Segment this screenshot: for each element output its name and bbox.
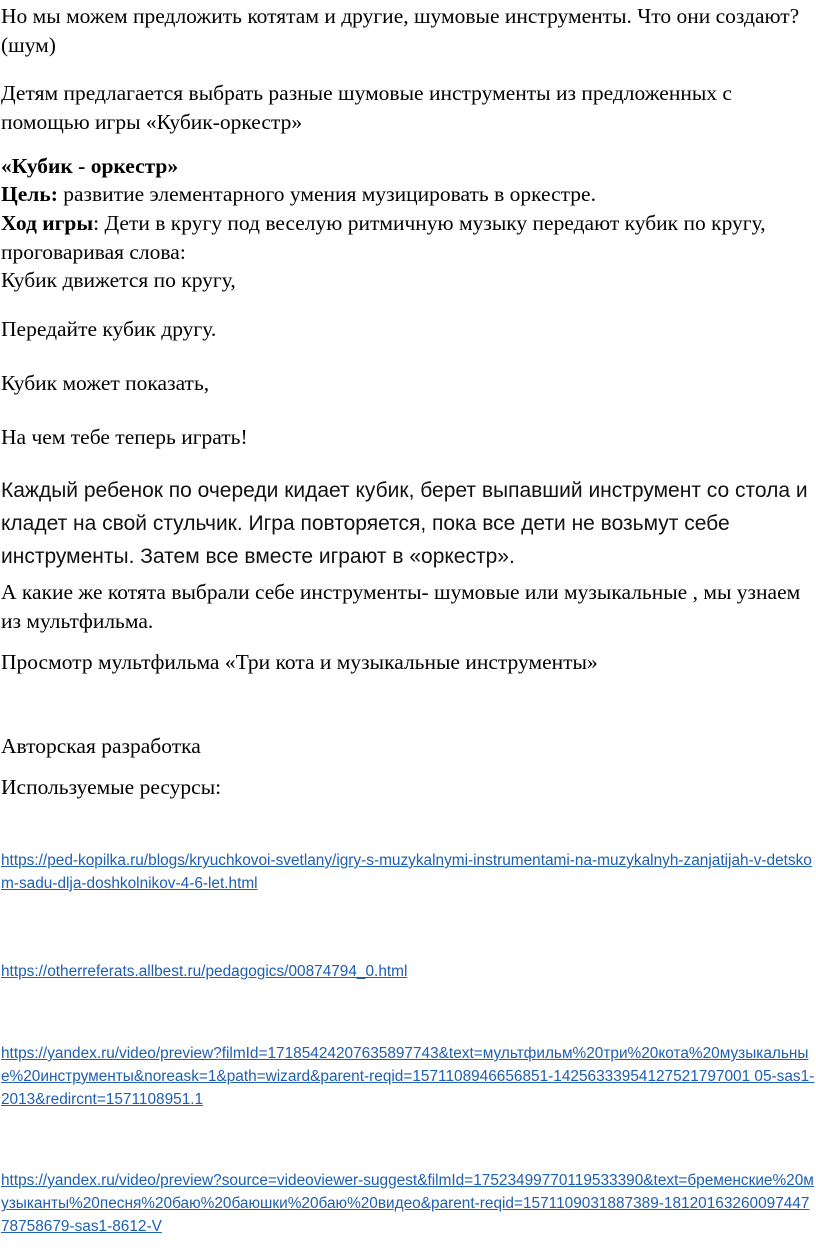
resource-link-1[interactable]: https://ped-kopilka.ru/blogs/kryuchkovoi-svetlany/igry-s-muzykalnymi-instrumentami-na-muzykalnyh-zanjatijah-v-detskom-sadu-dlja-doshkolnikov-4-6-let.html — [1, 852, 812, 892]
paragraph-resources: Используемые ресурсы: — [1, 775, 222, 799]
paragraph-viewing: Просмотр мультфильма «Три кота и музыкальные инструменты» — [1, 650, 598, 674]
resource-link-4[interactable]: https://yandex.ru/video/preview?source=videoviewer-suggest&filmId=17523499770119533390&text=бременские%20музыканты%20песня%20баю%20баюшки%20баю%20видео&parent-reqid=1571109031887389-1812016326009744778758679-sas1-8612-V — [1, 1172, 814, 1235]
resource-link-3[interactable]: https://yandex.ru/video/preview?filmId=17185424207635897743&text=мультфильм%20три%20кота%20музыкальные%20инструменты&noreask=1&path=wizard&parent-reqid=1571108946656851-14256333954127521797001 05-sas1-2013&redircnt=1571108951.1 — [1, 1045, 815, 1108]
verse-line-4: На чем тебе теперь играть! — [1, 425, 248, 449]
paragraph-question: А какие же котята выбрали себе инструменты- шумовые или музыкальные , мы узнаем из мультфильма. — [1, 580, 801, 633]
course-label: Ход игры — [1, 211, 94, 235]
game-title: «Кубик - оркестр» — [1, 154, 179, 178]
paragraph-author: Авторская разработка — [1, 734, 201, 758]
goal-text: развитие элементарного умения музицировать в оркестре. — [57, 182, 596, 206]
paragraph-course — [1, 209, 816, 267]
course-text: : Дети в кругу под веселую ритмичную музыку передают кубик по кругу, проговаривая слова: — [1, 211, 766, 264]
paragraph-goal — [1, 180, 816, 209]
paragraph-each-child: Каждый ребенок по очереди кидает кубик, берет выпавший инструмент со стола и кладет на свой стульчик. Игра повторяется, пока все дети не возьмут себе инструменты. Затем все вместе играют в «оркестр». — [1, 479, 808, 568]
verse-line-1: Кубик движется по кругу, — [1, 268, 236, 292]
paragraph-offer: Детям предлагается выбрать разные шумовые инструменты из предложенных с помощью игры «Кубик-оркестр» — [1, 81, 732, 134]
paragraph-intro: Но мы можем предложить котятам и другие, шумовые инструменты. Что они создают? (шум) — [1, 4, 800, 57]
verse-line-2: Передайте кубик другу. — [1, 317, 217, 341]
verse-line-3: Кубик может показать, — [1, 371, 210, 395]
goal-label: Цель: — [1, 182, 58, 206]
resource-link-2[interactable]: https://otherreferats.allbest.ru/pedagogics/00874794_0.html — [1, 963, 408, 980]
